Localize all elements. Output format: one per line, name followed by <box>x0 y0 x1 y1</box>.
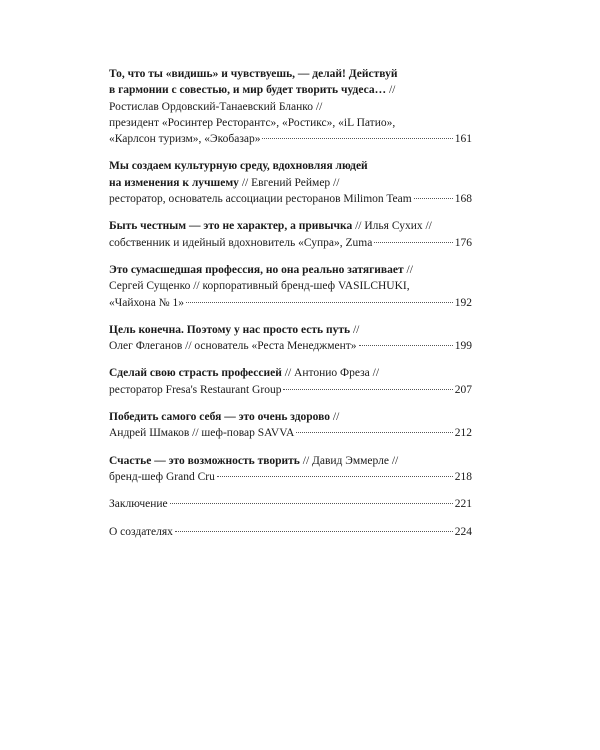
entry-page-line: О создателях 224 <box>109 524 472 540</box>
toc-entry[interactable] <box>109 365 472 398</box>
entry-title-line: Сделай свою страсть профессией // Антонио Фреза // <box>109 367 380 380</box>
entry-title-line: в гармонии с совестью, и мир будет творить чудеса… // <box>109 84 396 97</box>
entry-title-line: Победить самого себя — это очень здорово // <box>109 411 340 424</box>
dot-leader <box>217 475 453 477</box>
toc-entry-creators[interactable] <box>109 524 472 540</box>
entry-title-line: Мы создаем культурную среду, вдохновляя людей <box>109 160 368 173</box>
page-number: 192 <box>454 296 472 309</box>
entry-title-line: Цель конечна. Поэтому у нас просто есть путь // <box>109 323 360 336</box>
entry-page-line: «Чайхона № 1» 192 <box>109 295 472 311</box>
toc-entry[interactable] <box>109 262 472 311</box>
dot-leader <box>296 431 452 433</box>
entry-author-line: президент «Росинтер Ресторантс», «Ростикс», «iL Патио», <box>109 116 396 129</box>
entry-page-line: Андрей Шмаков // шеф-повар SAVVA 212 <box>109 425 472 441</box>
entry-title-line: То, что ты «видишь» и чувствуешь, — делай! Действуй <box>109 68 398 80</box>
entry-author-line: Сергей Сущенко // корпоративный бренд-шеф VASILCHUKI, <box>109 280 410 293</box>
page-number: 218 <box>454 470 472 483</box>
dot-leader <box>283 388 452 390</box>
dot-leader <box>175 530 453 532</box>
toc-entry[interactable] <box>109 66 472 147</box>
page-number: 224 <box>454 525 472 538</box>
dot-leader <box>359 344 453 346</box>
entry-page-line: ресторатор, основатель ассоциации ресторанов Milimon Team 168 <box>109 191 472 207</box>
entry-page-line: «Карлсон туризм», «Экобазар» 161 <box>109 131 472 147</box>
page-number: 221 <box>454 498 472 511</box>
entry-title-line: Счастье — это возможность творить // Давид Эммерле // <box>109 454 399 467</box>
entry-page-line: ресторатор Fresa's Restaurant Group 207 <box>109 382 472 398</box>
toc-entry[interactable] <box>109 322 472 355</box>
toc-entry[interactable] <box>109 158 472 207</box>
table-of-contents <box>109 66 472 551</box>
entry-title-line: Быть честным — это не характер, а привычка // Илья Сухих // <box>109 220 432 233</box>
toc-entry[interactable] <box>109 453 472 486</box>
dot-leader <box>374 241 452 243</box>
page-number: 207 <box>454 383 472 396</box>
entry-author-line: Ростислав Ордовский-Танаевский Бланко // <box>109 100 323 113</box>
entry-page-line: Олег Флеганов // основатель «Реста Менеджмент» 199 <box>109 338 472 354</box>
entry-page-line: бренд-шеф Grand Cru 218 <box>109 469 472 485</box>
entry-page-line: Заключение 221 <box>109 496 472 512</box>
dot-leader <box>186 301 453 303</box>
toc-entry[interactable] <box>109 218 472 251</box>
page-number: 176 <box>454 236 472 249</box>
entry-title-line: Это сумасшедшая профессия, но она реально затягивает // <box>109 263 413 276</box>
entry-page-line: собственник и идейный вдохновитель «Супра», Zuma 176 <box>109 235 472 251</box>
page-number: 212 <box>454 427 472 440</box>
toc-entry-conclusion[interactable] <box>109 496 472 512</box>
page-number: 199 <box>454 340 472 353</box>
toc-entry[interactable] <box>109 409 472 442</box>
dot-leader <box>414 197 453 199</box>
entry-title-line: на изменения к лучшему // Евгений Реймер // <box>109 176 340 189</box>
dot-leader <box>262 137 452 139</box>
page-number: 161 <box>454 133 472 146</box>
dot-leader <box>170 502 453 504</box>
page-number: 168 <box>454 193 472 206</box>
